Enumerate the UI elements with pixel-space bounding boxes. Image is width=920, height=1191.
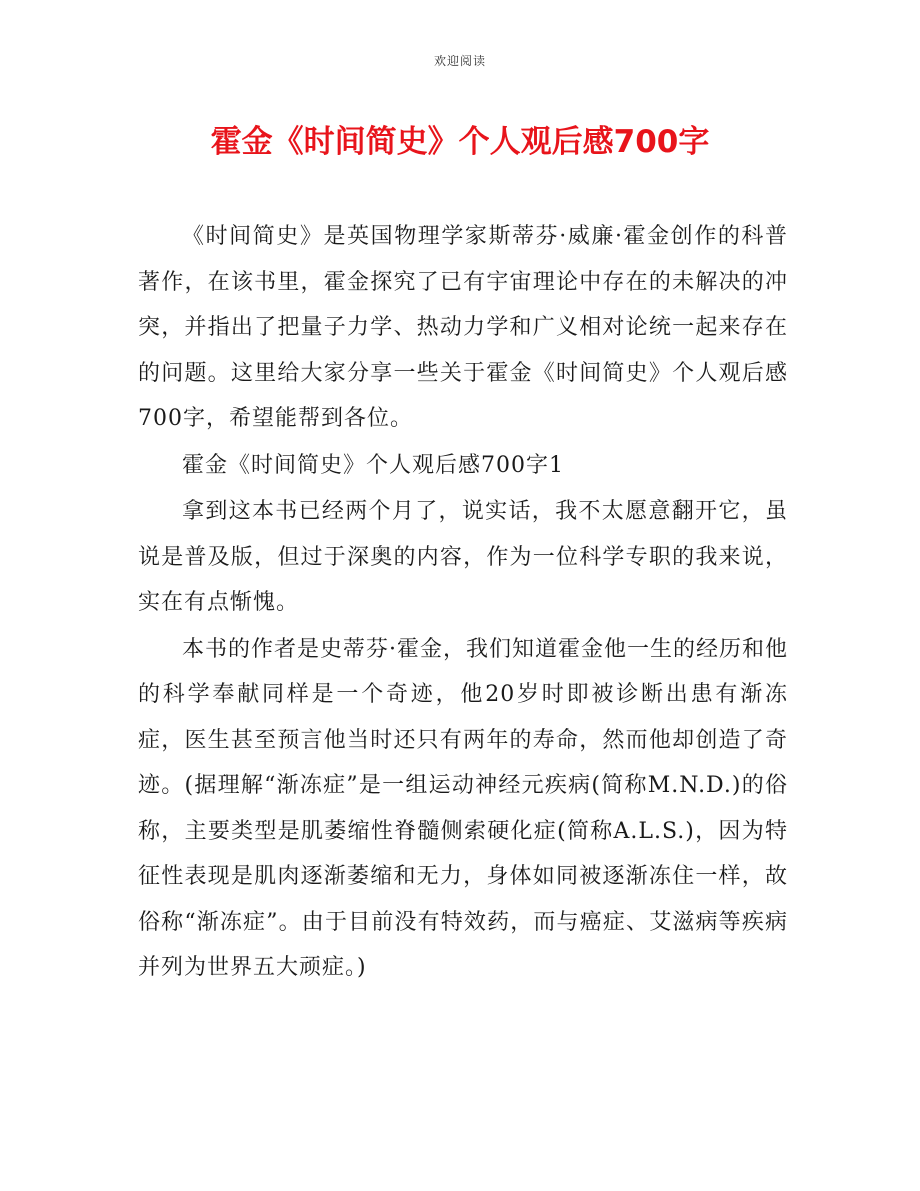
paragraph-1: 拿到这本书已经两个月了，说实话，我不太愿意翻开它，虽说是普及版，但过于深奥的内容，作为一位科学专职的我来说，实在有点惭愧。 [138,499,788,615]
paragraph-subheading: 霍金《时间简史》个人观后感700字1 [182,452,564,478]
document-title: 霍金《时间简史》个人观后感700字 [210,124,710,160]
page-header: 欢迎阅读 [433,54,486,68]
paragraph-intro: 《时间简史》是英国物理学家斯蒂芬·威廉·霍金创作的科普著作，在该书里，霍金探究了已有宇宙理论中存在的未解决的冲突，并指出了把量子力学、热动力学和广义相对论统一起来存在的问题。这里给大家分享一些关于霍金《时间简史》个人观后感700字，希望能帮到各位。 [138,224,788,431]
document-body [138,214,788,992]
paragraph-2: 本书的作者是史蒂芬·霍金，我们知道霍金他一生的经历和他的科学奉献同样是一个奇迹，他20岁时即被诊断出患有渐冻症，医生甚至预言他当时还只有两年的寿命，然而他却创造了奇迹。(据理解“渐冻症”是一组运动神经元疾病(简称M.N.D.)的俗称，主要类型是肌萎缩性脊髓侧索硬化症(简称A.L.S.)，因为特征性表现是肌肉逐渐萎缩和无力，身体如同被逐渐冻住一样，故俗称“渐冻症”。由于目前没有特效药，而与癌症、艾滋病等疾病并列为世界五大顽症。) [138,636,788,980]
